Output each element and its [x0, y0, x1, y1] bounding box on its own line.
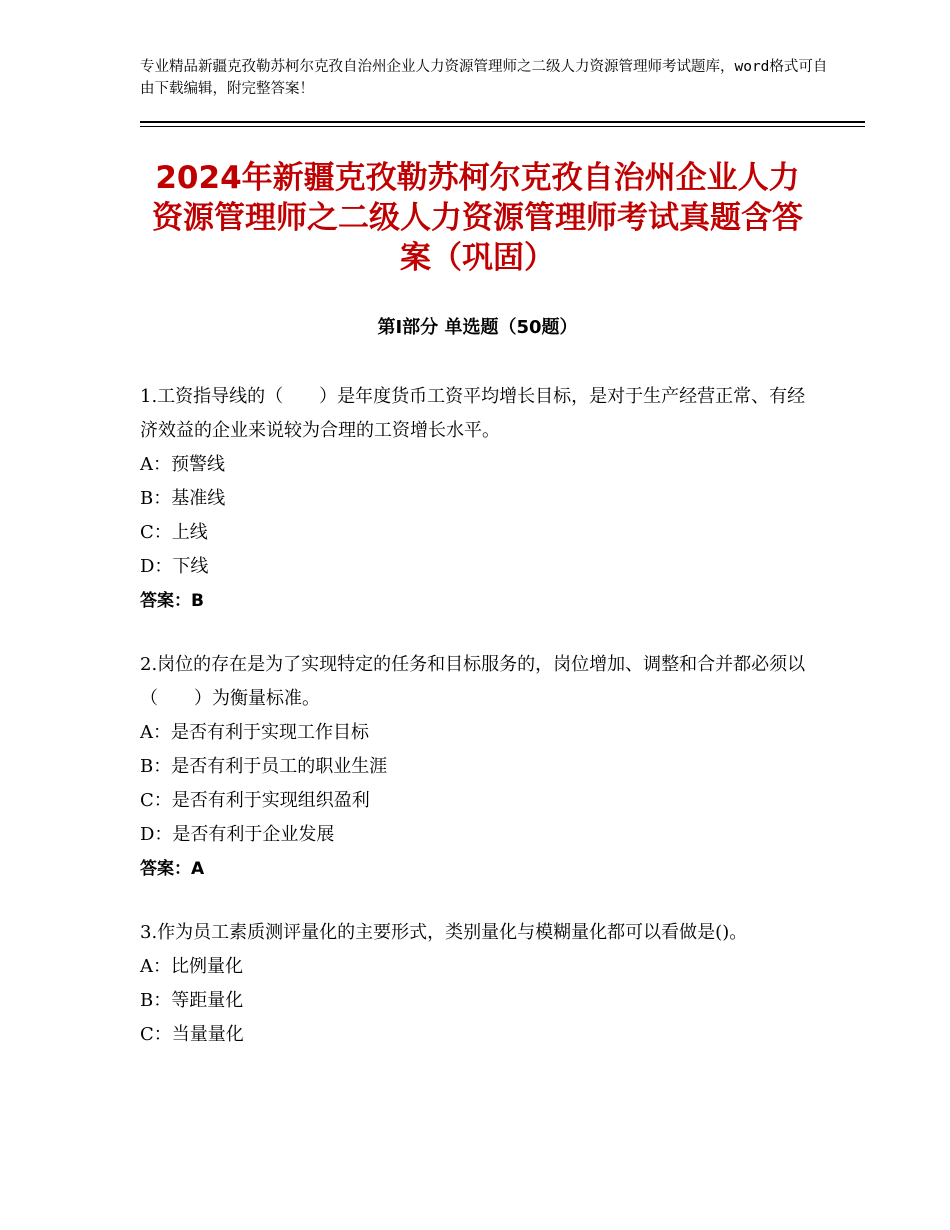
question-stem: 2.岗位的存在是为了实现特定的任务和目标服务的，岗位增加、调整和合并都必须以（ ）为衡量标准。	[140, 654, 806, 709]
header-rule-thick	[140, 121, 865, 123]
option-a: A：是否有利于实现工作目标	[140, 722, 369, 743]
option-b: B：基准线	[140, 488, 226, 509]
question-list	[140, 380, 820, 1052]
question-3	[140, 916, 820, 1052]
question-stem: 1.工资指导线的（ ）是年度货币工资平均增长目标，是对于生产经营正常、有经济效益的企业来说较为合理的工资增长水平。	[140, 386, 806, 441]
header-rule-thin	[140, 126, 865, 127]
option-b: B：等距量化	[140, 990, 244, 1011]
answer-label: 答案：A	[140, 859, 205, 879]
option-d: D：是否有利于企业发展	[140, 824, 335, 845]
header-note: 专业精品新疆克孜勒苏柯尔克孜自治州企业人力资源管理师之二级人力资源管理师考试题库，word格式可自由下载编辑，附完整答案！	[140, 59, 828, 97]
question-2	[140, 648, 820, 886]
answer-label: 答案：B	[140, 591, 204, 611]
option-d: D：下线	[140, 556, 209, 577]
option-b: B：是否有利于员工的职业生涯	[140, 756, 388, 777]
option-c: C：是否有利于实现组织盈利	[140, 790, 370, 811]
option-c: C：当量量化	[140, 1024, 244, 1045]
option-a: A：比例量化	[140, 956, 243, 977]
section-title: 第Ⅰ部分 单选题（50题）	[377, 317, 578, 338]
option-c: C：上线	[140, 522, 208, 543]
option-a: A：预警线	[140, 454, 225, 475]
question-stem: 3.作为员工素质测评量化的主要形式，类别量化与模糊量化都可以看做是()。	[140, 922, 748, 943]
document-title: 2024年新疆克孜勒苏柯尔克孜自治州企业人力资源管理师之二级人力资源管理师考试真题含答案（巩固）	[152, 160, 803, 276]
question-1	[140, 380, 820, 618]
